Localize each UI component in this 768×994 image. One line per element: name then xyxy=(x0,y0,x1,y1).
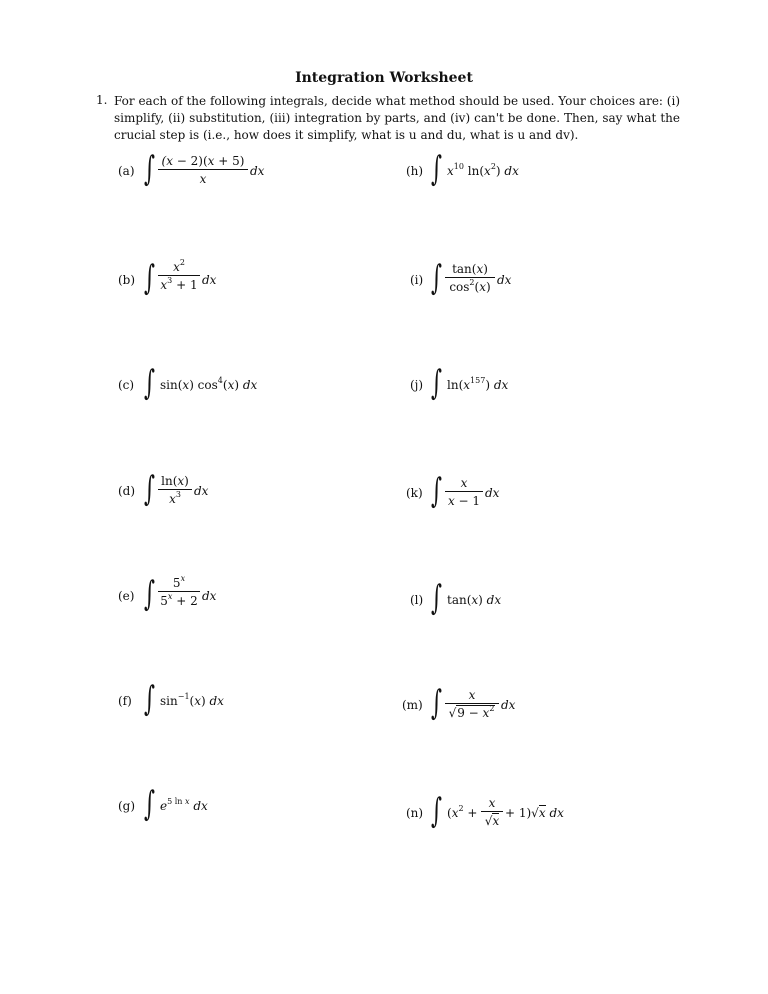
integrand-g: $e^{5 ln x}$ dx xyxy=(160,797,208,813)
integral-sign: ∫ xyxy=(431,683,442,723)
dx-e: dx xyxy=(202,589,217,603)
integrand-j: $\ln(x^{157})$ dx xyxy=(447,376,509,392)
integrand-l: tan(x) dx xyxy=(447,593,502,607)
label-n: (n) xyxy=(406,806,424,820)
integral-sign: ∫ xyxy=(431,471,442,511)
integral-sign: ∫ xyxy=(144,679,155,719)
label-d: (d) xyxy=(118,484,136,498)
integral-sign: ∫ xyxy=(431,791,442,831)
fraction-i: tan(x) $\cos^2(x)$ xyxy=(445,262,495,294)
instructions: For each of the following integrals, decide what method should be used. Your choices are: (i) simplify, (ii) substitution, (iii) integration by parts, and (iv) can't be done. Then, say what the crucial step is (i.e., how does it simplify, what is u and du, what is u and dv). xyxy=(114,94,680,142)
fraction-k: x x − 1 xyxy=(445,476,483,508)
label-h: (h) xyxy=(406,164,424,178)
fraction-d: ln(x) $x^3$ xyxy=(158,474,192,506)
label-a: (a) xyxy=(118,164,135,178)
dx-a: dx xyxy=(250,164,265,178)
integral-sign: ∫ xyxy=(144,574,155,614)
integral-sign: ∫ xyxy=(431,363,442,403)
integrand-h: $x^{10}$ $\ln(x^2)$ dx xyxy=(447,162,519,178)
dx-i: dx xyxy=(497,273,512,287)
integral-sign: ∫ xyxy=(431,578,442,618)
fraction-n: x √x xyxy=(481,796,503,828)
label-c: (c) xyxy=(118,378,135,392)
integral-sign: ∫ xyxy=(431,149,442,189)
integrand-n-part1: ($x^2$ + xyxy=(447,804,478,820)
integral-sign: ∫ xyxy=(431,258,442,298)
fraction-e: 5$^x$ $5^x + 2$ xyxy=(158,576,200,608)
label-l: (l) xyxy=(410,593,424,607)
label-g: (g) xyxy=(118,799,136,813)
integral-sign: ∫ xyxy=(144,469,155,509)
question-number: 1. xyxy=(96,93,108,107)
label-k: (k) xyxy=(406,486,423,500)
integrand-f: $\sin^{-1}(x)$ dx xyxy=(160,692,224,708)
fraction-m: x $√9 - x^2$ xyxy=(445,688,499,720)
integrand-n-part2: + 1)√x dx xyxy=(505,806,564,820)
label-e: (e) xyxy=(118,589,135,603)
dx-d: dx xyxy=(194,484,209,498)
dx-k: dx xyxy=(485,486,500,500)
label-m: (m) xyxy=(402,698,423,712)
label-i: (i) xyxy=(410,273,424,287)
label-b: (b) xyxy=(118,273,136,287)
label-f: (f) xyxy=(118,694,132,708)
dx-m: dx xyxy=(501,698,516,712)
fraction-b: $x^2$ $x^3 + 1$ xyxy=(158,260,200,292)
fraction-a: (x − 2)(x + 5) x xyxy=(158,154,248,186)
worksheet-title: Integration Worksheet xyxy=(295,70,473,86)
dx-b: dx xyxy=(202,273,217,287)
integral-sign: ∫ xyxy=(144,784,155,824)
integral-sign: ∫ xyxy=(144,258,155,298)
integral-sign: ∫ xyxy=(144,149,155,189)
label-j: (j) xyxy=(410,378,424,392)
integrand-c: sin(x) $\cos^4(x)$ dx xyxy=(160,376,258,392)
integral-sign: ∫ xyxy=(144,363,155,403)
